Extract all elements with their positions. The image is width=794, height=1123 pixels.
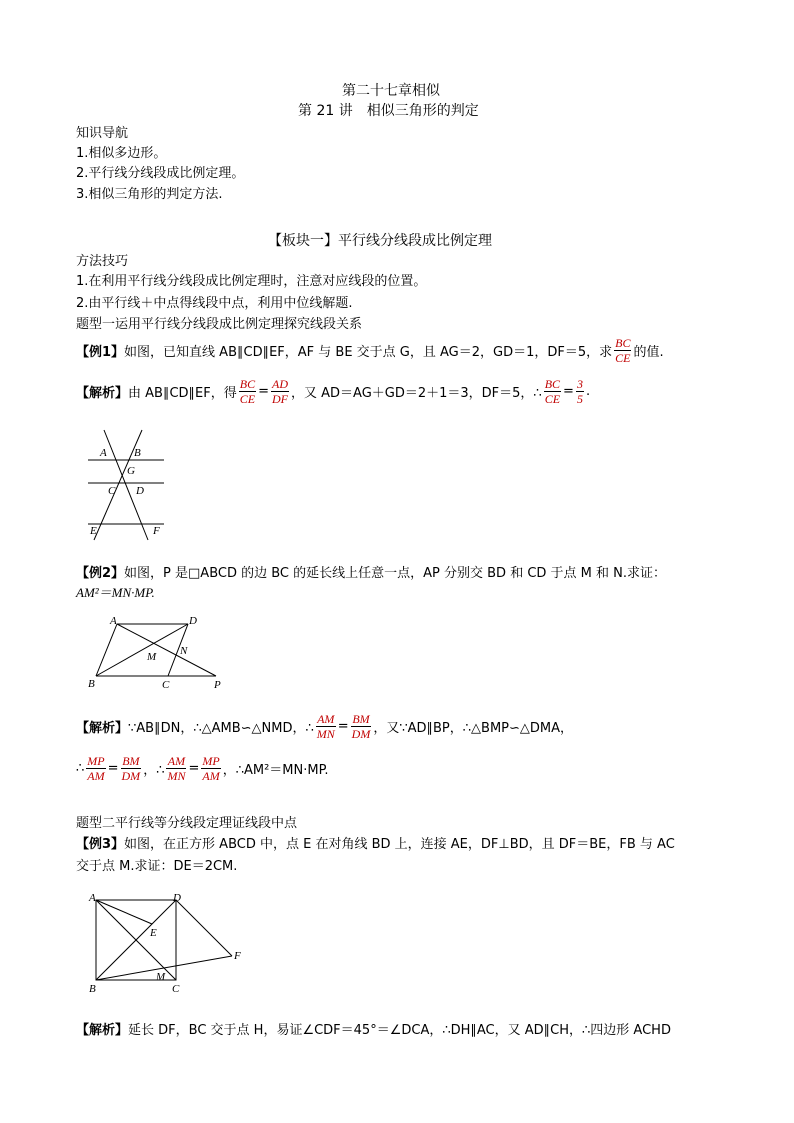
point-label: A	[89, 892, 96, 904]
example-text: 如图，已知直线 AB∥CD∥EF，AF 与 BE 交于点 G，且 AG＝2，GD＝1，DF＝5，求	[124, 344, 613, 360]
solution-tag: 【解析】	[76, 385, 129, 401]
point-label: C	[162, 679, 170, 691]
point-label: M	[156, 971, 166, 983]
lecture-title: 第 21 讲 相似三角形的判定	[298, 103, 479, 119]
fraction: $\frac{AM}{MN}$	[316, 711, 335, 741]
point-label: D	[189, 615, 197, 627]
solution-tag: 【解析】	[76, 720, 129, 736]
solution-text: ∵AB∥DN，∴△AMB∽△NMD，∴	[128, 720, 314, 736]
point-label: E	[150, 927, 157, 939]
example-tag: 【例3】	[76, 837, 125, 852]
fraction: $\frac{MP}{AM}$	[202, 753, 220, 783]
tip: 1.在利用平行线分线段成比例定理时，注意对应线段的位置。	[76, 274, 427, 289]
solution-3	[76, 1019, 671, 1038]
knowledge-item: 3.相似三角形的判定方法.	[76, 187, 223, 202]
point-label: F	[153, 525, 160, 537]
fraction: $\frac{BM}{DM}$	[351, 711, 371, 741]
section-title: 【板块一】平行线分线段成比例定理	[268, 233, 492, 249]
fraction: $\frac{BM}{DM}$	[121, 753, 141, 783]
example-text-tail: 的值.	[633, 344, 664, 360]
example-2	[76, 562, 666, 581]
solution-2	[76, 708, 573, 744]
equals: =	[258, 383, 269, 399]
figure-3	[86, 890, 256, 1000]
point-label: B	[89, 983, 96, 995]
example-text: AM²＝MN·MP.	[76, 585, 155, 600]
example-text: 如图，在正方形 ABCD 中，点 E 在对角线 BD 上，连接 AE，DF⊥BD，且 DF＝BE，FB 与 AC	[124, 837, 675, 852]
knowledge-item: 1.相似多边形。	[76, 146, 167, 161]
point-label: G	[127, 465, 135, 477]
example-tag: 【例2】	[76, 566, 125, 581]
solution-text: .	[585, 383, 591, 399]
tip: 2.由平行线＋中点得线段中点，利用中位线解题.	[76, 296, 353, 311]
example-text: 如图，P 是□ABCD 的边 BC 的延长线上任意一点，AP 分别交 BD 和 CD 于点 M 和 N.求证：	[124, 566, 667, 581]
type-title: 题型二平行线等分线段定理证线段中点	[76, 816, 298, 831]
knowledge-title: 知识导航	[76, 126, 129, 141]
point-label: B	[134, 447, 141, 459]
method-title: 方法技巧	[76, 254, 129, 269]
point-label: C	[108, 485, 116, 497]
fraction: $\frac{BC}{CE}$	[239, 376, 256, 406]
point-label: D	[173, 892, 181, 904]
equals: =	[188, 760, 200, 776]
fraction: $\frac{BC}{CE}$	[544, 376, 561, 406]
point-label: E	[90, 525, 97, 537]
type-title: 题型一运用平行线分线段成比例定理探究线段关系	[76, 317, 363, 332]
solution-tag: 【解析】	[76, 1023, 129, 1038]
equals: =	[107, 760, 119, 776]
fraction: $\frac{MP}{AM}$	[87, 753, 105, 783]
equals: =	[337, 718, 349, 734]
equals: =	[563, 383, 574, 399]
solution-text: ，又 AD＝AG＋GD＝2＋1＝3，DF＝5，∴	[291, 385, 542, 401]
figure-1	[80, 428, 180, 543]
point-label: D	[136, 485, 144, 497]
example-1	[76, 332, 664, 368]
point-label: N	[180, 645, 188, 657]
figure-2	[84, 612, 234, 692]
point-label: A	[110, 615, 117, 627]
solution-text: ，∴	[143, 762, 165, 778]
fraction: $\frac{AM}{MN}$	[167, 753, 186, 783]
solution-text: ∴	[76, 760, 85, 776]
point-label: B	[88, 678, 95, 690]
example-3	[76, 833, 675, 852]
fraction: $\frac{3}{5}$	[576, 376, 583, 406]
point-label: A	[100, 447, 107, 459]
point-label: C	[172, 983, 180, 995]
point-label: P	[214, 679, 221, 691]
solution-text: ，又∵AD∥BP，∴△BMP∽△DMA，	[373, 720, 574, 736]
point-label: M	[147, 651, 157, 663]
knowledge-item: 2.平行线分线段成比例定理。	[76, 166, 245, 181]
fraction: $\frac{AD}{DF}$	[272, 376, 288, 406]
chapter-title: 第二十七章相似	[342, 83, 440, 99]
solution-text: 延长 DF，BC 交于点 H，易证∠CDF＝45°＝∠DCA，∴DH∥AC，又 AD∥CH，∴四边形 ACHD	[128, 1023, 671, 1038]
fraction: $\frac{BC}{CE}$	[615, 335, 631, 365]
solution-2-cont	[76, 750, 329, 786]
example-text: 交于点 M.求证：DE＝2CM.	[76, 859, 238, 874]
example-tag: 【例1】	[76, 344, 125, 360]
solution-text: ，∴AM²＝MN·MP.	[222, 762, 329, 778]
solution-1	[76, 373, 590, 409]
point-label: F	[234, 950, 241, 962]
solution-text: 由 AB∥CD∥EF，得	[128, 385, 237, 401]
